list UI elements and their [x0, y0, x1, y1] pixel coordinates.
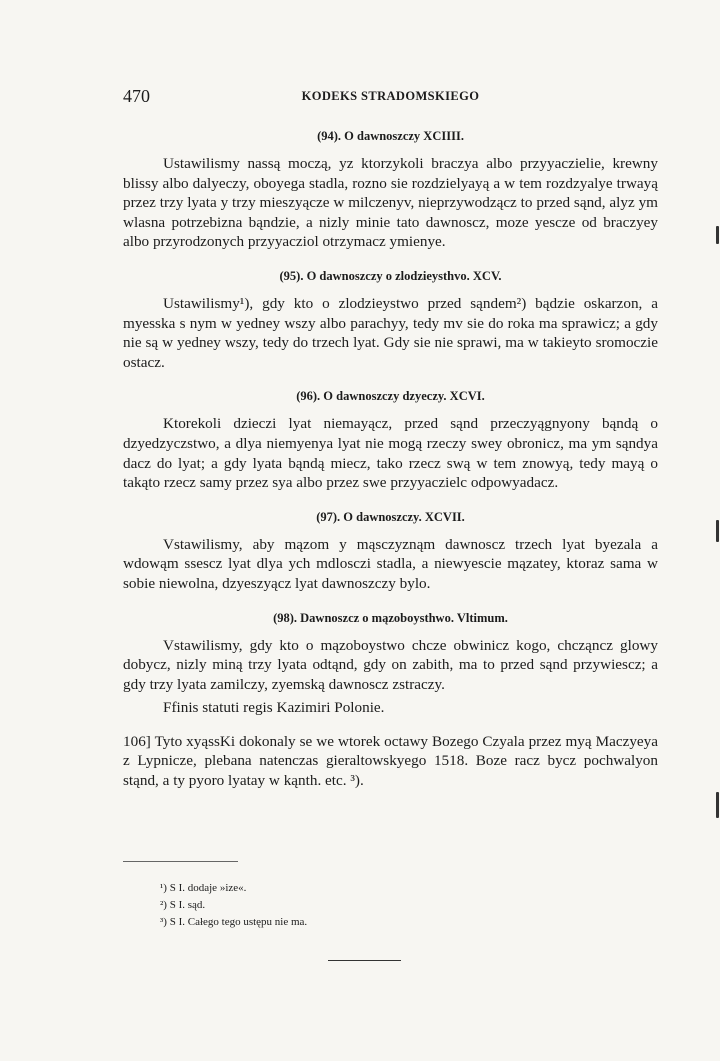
page-header — [123, 86, 658, 110]
page-number: 470 — [123, 86, 150, 106]
section-97 — [123, 509, 658, 594]
section-paragraph: Vstawilismy, aby mązom y mąsczyznąm dawnoscz trzech lyat byezala a wdowąm ssescz lyat dlya ych mdlosczi stadla, a niewyescie mązatey, ktoraz sama w sobie niewolna, dzyeszyącz lyat dawnoszczy bylo. — [123, 535, 658, 592]
footnote-2: ²) S I. sąd. — [160, 899, 206, 911]
section-94 — [123, 128, 658, 252]
scan-edge-mark — [716, 792, 719, 818]
bottom-divider — [328, 960, 401, 961]
section-96 — [123, 388, 658, 492]
section-heading: (96). O dawnoszczy dzyeczy. XCVI. — [296, 389, 485, 404]
section-heading: (97). O dawnoszczy. XCVII. — [316, 509, 465, 524]
main-text — [123, 128, 658, 791]
section-heading: (98). Dawnoszcz o mązoboysthwo. Vltimum. — [273, 610, 508, 625]
footnotes — [160, 880, 560, 931]
running-title: KODEKS STRADOMSKIEGO — [301, 89, 480, 103]
footnote-3: ³) S I. Całego tego ustępu nie ma. — [160, 916, 308, 928]
scan-edge-mark — [716, 520, 719, 542]
closing-line: Ffinis statuti regis Kazimiri Polonie. — [163, 699, 385, 717]
footnote-1: ¹) S I. dodaje »ize«. — [160, 882, 247, 894]
section-paragraph: Ustawilismy nassą moczą, yz ktorzykoli braczya albo przyyaczielie, krewny blissy albo dalyeczy, oboyega stadla, rozno sie rozdzielyayą a w tem rozdzyalye trwayą przez trzy lyata y trzy mieszyącze w milczenyv, nieprzywodzącz to przed sąnd, alyz ym wlasna potrzebizna bąndzie, a nizly minie tato dawnoscz, moze yescze od braczyey albo przyrodzonych przyyacziol otrzymacz ymienye. — [123, 155, 658, 251]
section-heading: (94). O dawnoszczy XCIIII. — [317, 129, 464, 143]
section-paragraph: Ktorekoli dzieczi lyat niemayącz, przed sąnd przeczyągnyony bąndą o dzyedzyczstwo, a dlya niemyenya lyat nie mogą rzeczy swey obronicz, ma ym sąndya dacz do lyat; a gdy lyata bąndą miecz, tako rzecz swą w tem znowyą, tedy mayą o takąto rzecz samy przez sya albo przez swe przyyaczielc odpowyadacz. — [123, 415, 658, 492]
section-heading: (95). O dawnoszczy o zlodzieysthvo. XCV. — [279, 268, 502, 283]
footnote-divider — [123, 861, 238, 862]
section-95 — [123, 268, 658, 372]
section-paragraph: Ustawilismy¹), gdy kto o zlodzieystwo przed sąndem²) bądzie oskarzon, a myesska s nym w yedney wszy albo parachyy, tedy mv sie do roka ma sprawicz; a gdy nie są w yedney wszy, tedy do trzech lyat. Gdy sie nie sprawi, ma w takieyto sromoczie ostacz. — [123, 294, 658, 371]
section-paragraph: Vstawilismy, gdy kto o mązoboystwo chcze obwinicz kogo, chcząncz glowy dobycz, nizly miną trzy lyata odtąnd, gdy on zabith, ma to przed sąnd przywiescz; a gdy trzy lyata zamilczy, zyemską dawnoscz zstraczy. — [123, 636, 658, 693]
colophon-paragraph: 106] Tyto xyąssKi dokonaly se we wtorek octawy Bozego Czyala przez myą Maczyeya z Lypnicze, plebana natenczas gieraltowskyego 1518. Boze racz bycz pochwalyon stąnd, a ty pyoro lyatay w kąnth. etc. ³). — [123, 732, 658, 790]
section-98 — [123, 610, 658, 695]
scan-edge-mark — [716, 226, 719, 244]
